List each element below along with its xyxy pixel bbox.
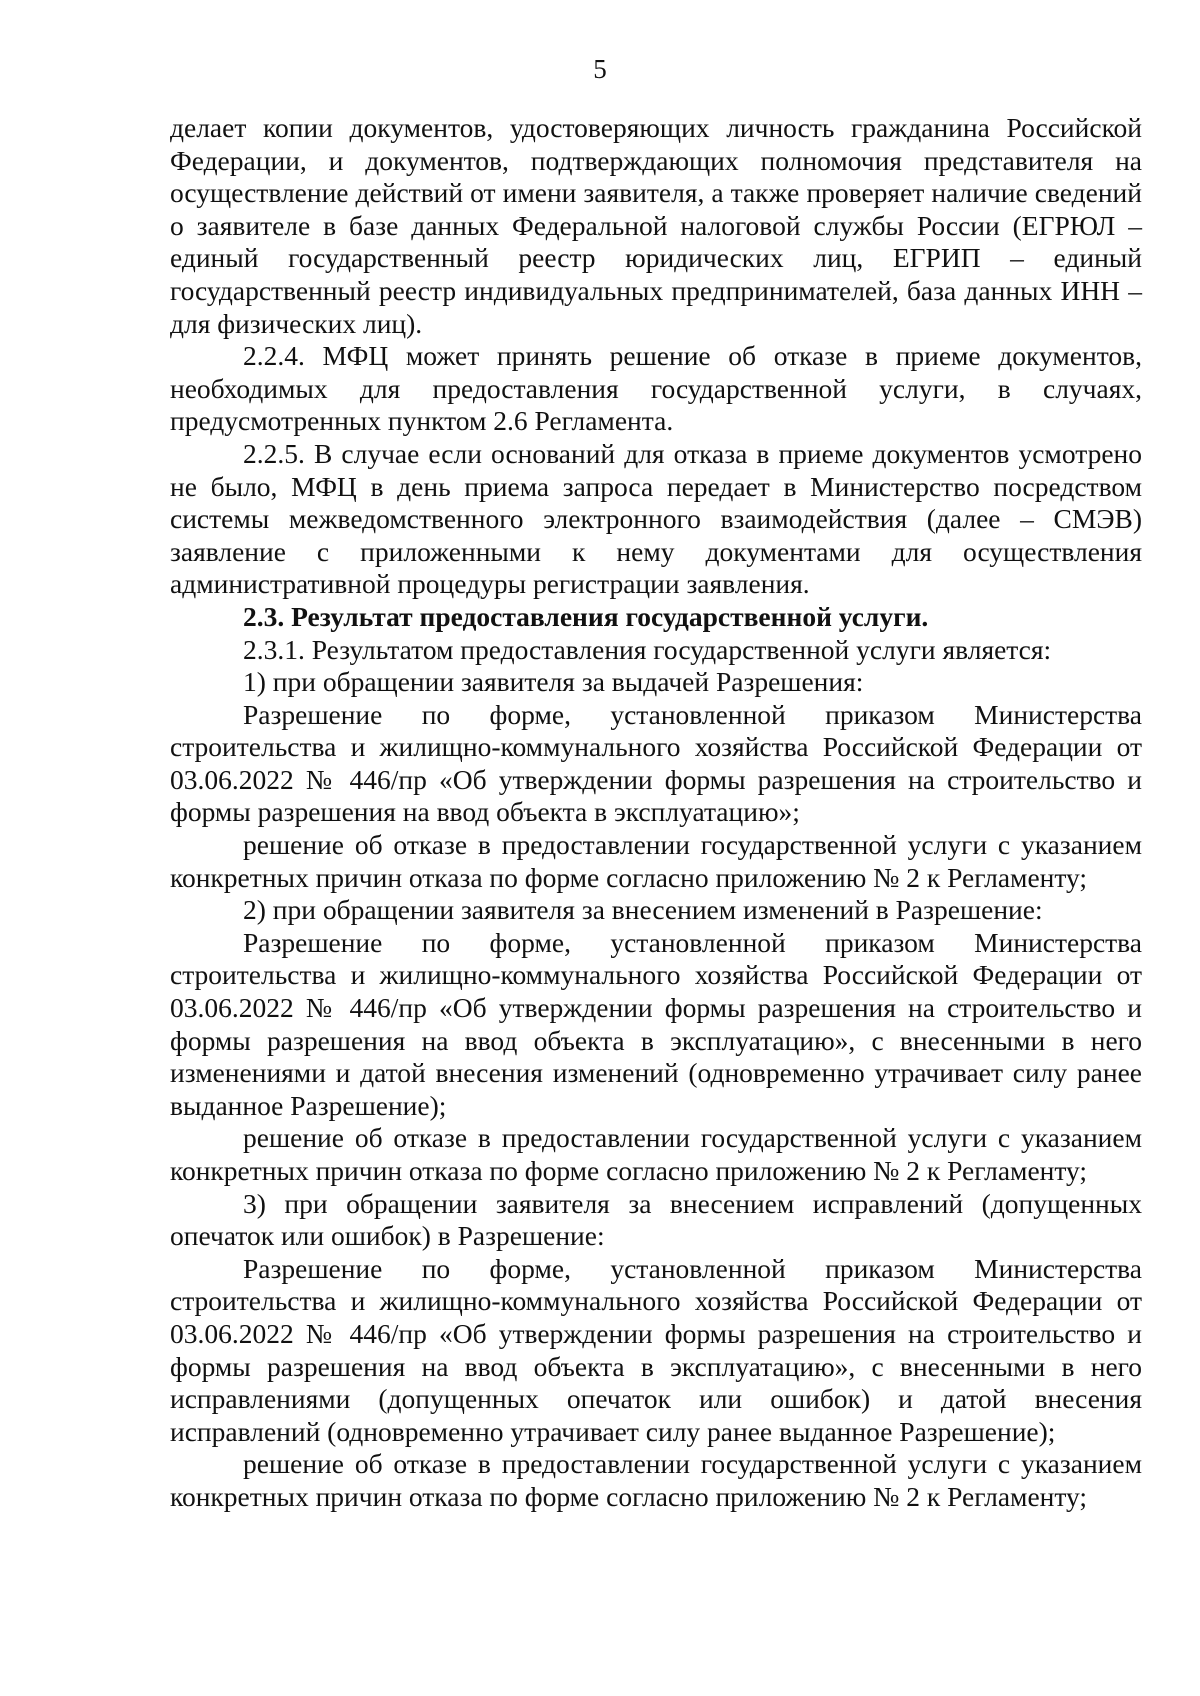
paragraph-applicant-documents-check: делает копии документов, удостоверяющих личность гражданина Российской Федерации, и документов, подтверждающих полномочия представителя на осуществление действий от имени заявителя, а также проверяет наличие сведений о заявителе в базе данных Федеральной налоговой службы России (ЕГРЮЛ – единый государственный реестр юридических лиц, ЕГРИП – единый государственный реестр индивидуальных предпринимателей, база данных ИНН – для физических лиц). (170, 112, 1142, 339)
list-item-1-heading: 1) при обращении заявителя за выдачей Разрешения: (243, 666, 864, 698)
list-item-3-refusal: решение об отказе в предоставлении государственной услуги с указанием конкретных причин отказа по форме согласно приложению № 2 к Регламенту; (170, 1448, 1142, 1512)
document-body (170, 112, 1142, 1514)
list-item-3-permit: Разрешение по форме, установленной приказом Министерства строительства и жилищно-коммунального хозяйства Российской Федерации от 03.06.2022 № 446/пр «Об утверждении формы разрешения на строительство и формы разрешения на ввод объекта в эксплуатацию», с внесенными в него исправлениями (допущенных опечаток или ошибок) и датой внесения исправлений (одновременно утрачивает силу ранее выданное Разрешение); (170, 1252, 1142, 1447)
list-item-2-heading: 2) при обращении заявителя за внесением изменений в Разрешение: (243, 894, 1043, 926)
list-item-2-permit: Разрешение по форме, установленной приказом Министерства строительства и жилищно-коммунального хозяйства Российской Федерации от 03.06.2022 № 446/пр «Об утверждении формы разрешения на строительство и формы разрешения на ввод объекта в эксплуатацию», с внесенными в него изменениями и датой внесения изменений (одновременно утрачивает силу ранее выданное Разрешение); (170, 926, 1142, 1121)
paragraph-2-2-5: 2.2.5. В случае если оснований для отказа в приеме документов усмотрено не было, МФЦ в день приема запроса передает в Министерство посредством системы межведомственного электронного взаимодействия (далее – СМЭВ) заявление с приложенными к нему документами для осуществления административной процедуры регистрации заявления. (170, 437, 1142, 600)
list-item-1-refusal: решение об отказе в предоставлении государственной услуги с указанием конкретных причин отказа по форме согласно приложению № 2 к Регламенту; (170, 829, 1142, 893)
section-heading-2-3: 2.3. Результат предоставления государственной услуги. (243, 600, 929, 632)
page-number: 5 (593, 54, 607, 84)
list-item-3-heading: 3) при обращении заявителя за внесением исправлений (допущенных опечаток или ошибок) в Разрешение: (170, 1187, 1142, 1252)
paragraph-2-2-4: 2.2.4. МФЦ может принять решение об отказе в приеме документов, необходимых для предоставления государственной услуги, в случаях, предусмотренных пунктом 2.6 Регламента. (170, 340, 1142, 437)
list-item-2-refusal: решение об отказе в предоставлении государственной услуги с указанием конкретных причин отказа по форме согласно приложению № 2 к Регламенту; (170, 1122, 1142, 1186)
list-item-1-permit: Разрешение по форме, установленной приказом Министерства строительства и жилищно-коммунального хозяйства Российской Федерации от 03.06.2022 № 446/пр «Об утверждении формы разрешения на строительство и формы разрешения на ввод объекта в эксплуатацию»; (170, 698, 1142, 828)
paragraph-2-3-1: 2.3.1. Результатом предоставления государственной услуги является: (243, 633, 1052, 665)
